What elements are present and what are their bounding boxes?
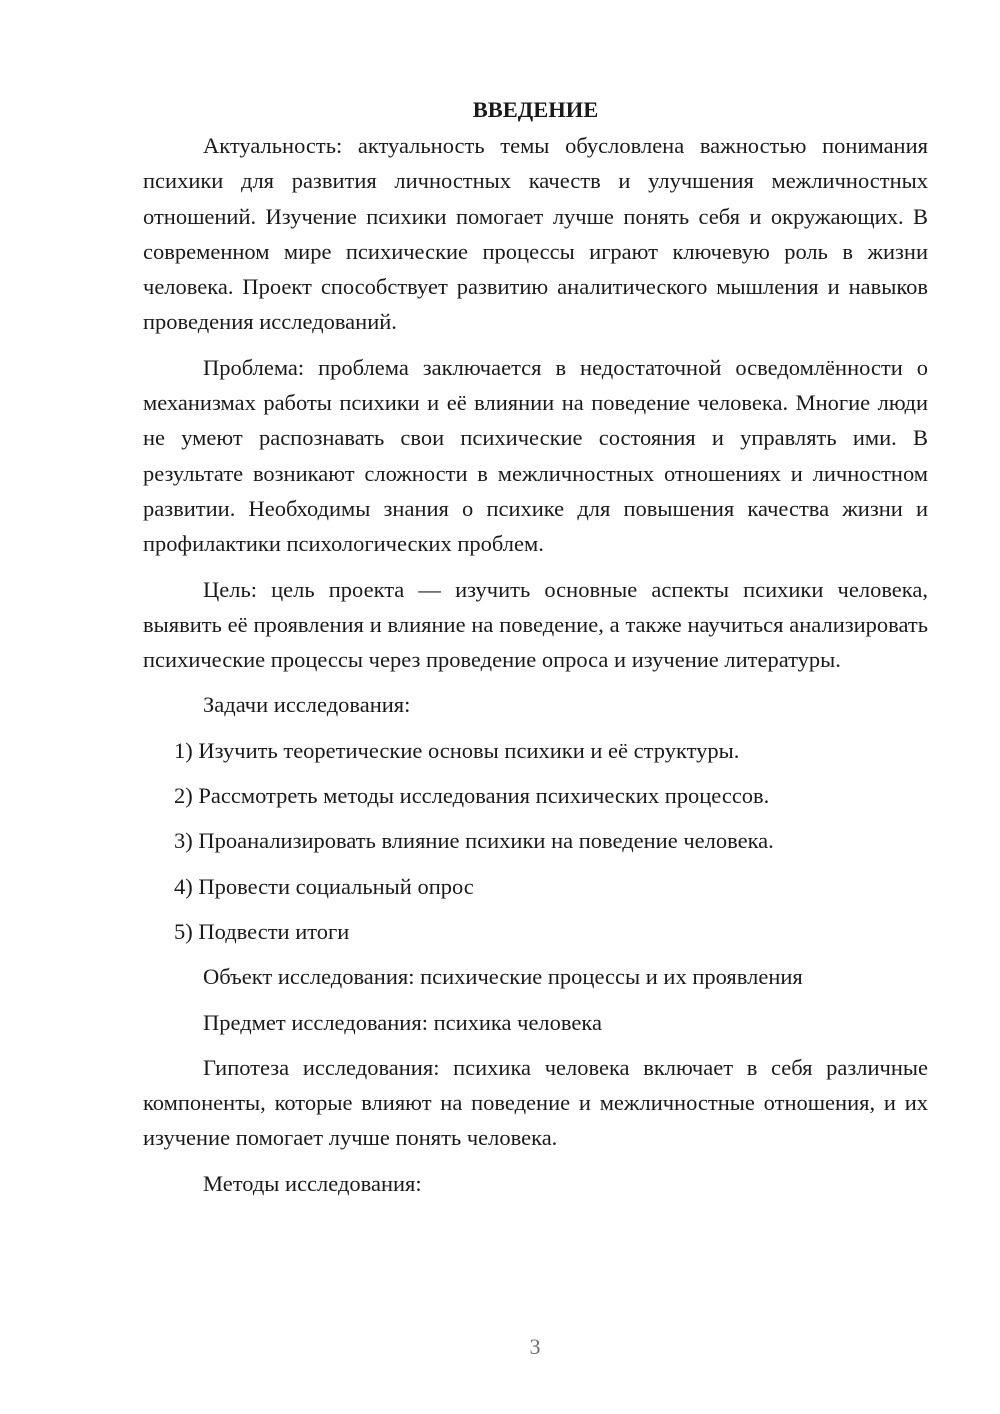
section-title: ВВЕДЕНИЕ <box>472 97 599 122</box>
tasks-heading: Задачи исследования: <box>203 692 411 718</box>
task-item: 4) Провести социальный опрос <box>174 873 474 899</box>
hypothesis-paragraph: Гипотеза исследования: психика человека включает в себя различные компоненты, которые влияют на поведение и межличностные отношения, и их изучение помогает лучше понять человека. <box>143 1054 928 1151</box>
task-item: 5) Подвести итоги <box>174 918 350 944</box>
goal-paragraph: Цель: цель проекта — изучить основные аспекты психики человека, выявить её проявления и влияние на поведение, а также научиться анализировать психические процессы через проведение опроса и изучение литературы. <box>143 576 928 673</box>
research-object: Объект исследования: психические процессы и их проявления <box>203 964 803 990</box>
page-number: 3 <box>529 1334 541 1359</box>
problem-paragraph: Проблема: проблема заключается в недостаточной осведомлённости о механизмах работы психики и её влиянии на поведение человека. Многие люди не умеют распознавать свои психические состояния и управлять ими. В результате возникают сложности в межличностных отношениях и личностном развитии. Необходимы знания о психике для повышения качества жизни и профилактики психологических проблем. <box>143 354 928 557</box>
relevance-paragraph: Актуальность: актуальность темы обусловлена важностью понимания психики для развития личностных качеств и улучшения межличностных отношений. Изучение психики помогает лучше понять себя и окружающих. В современном мире психические процессы играют ключевую роль в жизни человека. Проект способствует развитию аналитического мышления и навыков проведения исследований. <box>143 133 928 335</box>
task-item: 3) Проанализировать влияние психики на поведение человека. <box>174 828 774 854</box>
methods-heading: Методы исследования: <box>203 1170 422 1196</box>
tasks-list <box>143 733 928 949</box>
task-item: 2) Рассмотреть методы исследования психических процессов. <box>174 783 770 809</box>
research-subject: Предмет исследования: психика человека <box>203 1009 602 1035</box>
document-body <box>143 90 928 1211</box>
task-item: 1) Изучить теоретические основы психики и её структуры. <box>174 737 740 763</box>
